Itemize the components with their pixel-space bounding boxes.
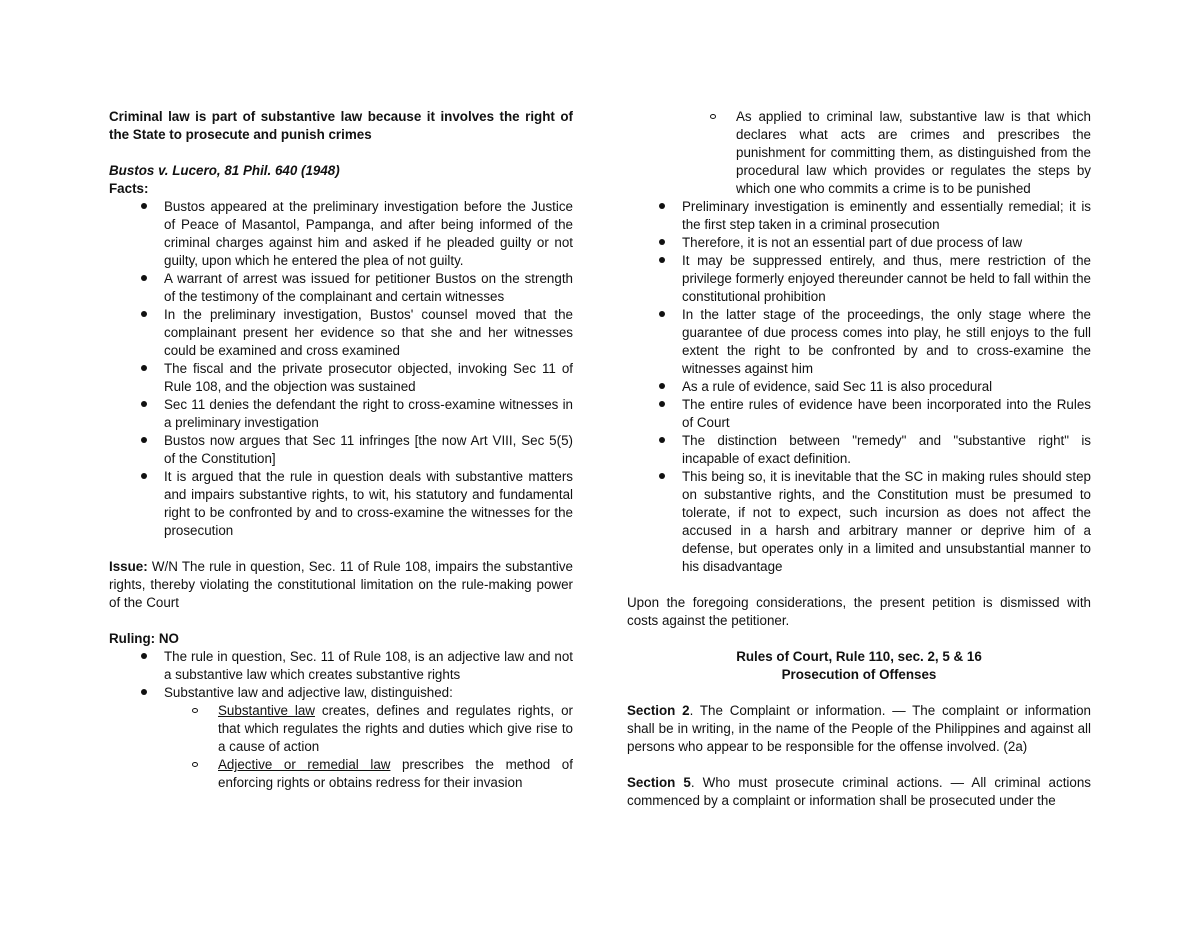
bullet-icon (659, 401, 665, 407)
bullet-icon (659, 239, 665, 245)
bullet-icon (141, 311, 147, 317)
list-item: The entire rules of evidence have been incorporated into the Rules of Court (627, 396, 1091, 432)
list-item: In the latter stage of the proceedings, the only stage where the guarantee of due process comes into play, he still enjoys to the full extent the right to be confronted by and to cross-examine the witnesses against him (627, 306, 1091, 378)
section-heading: Criminal law is part of substantive law because it involves the right of the State to prosecute and punish crimes (109, 109, 573, 142)
sublist-item: Substantive law creates, defines and regulates rights, or that which regulates the rights and duties which give rise to a cause of action (109, 702, 573, 756)
rules-subtitle: Prosecution of Offenses (781, 667, 937, 682)
bullet-icon (659, 383, 665, 389)
list-item: It is argued that the rule in question deals with substantive matters and impairs substantive rights, to wit, his statutory and fundamental right to be confronted by and to cross-examine the witnesses for the prosecution (109, 468, 573, 540)
bullet-icon (659, 311, 665, 317)
list-item: Bustos now argues that Sec 11 infringes [the now Art VIII, Sec 5(5) of the Constitution] (109, 432, 573, 468)
circle-bullet-icon (192, 762, 198, 767)
ruling-list-continued (627, 198, 1091, 576)
list-item: The fiscal and the private prosecutor objected, invoking Sec 11 of Rule 108, and the objection was sustained (109, 360, 573, 396)
case-title: Bustos v. Lucero, 81 Phil. 640 (1948) (109, 163, 340, 178)
list-item: In the preliminary investigation, Bustos' counsel moved that the complainant present her evidence so that she and her witnesses could be examined and cross examined (109, 306, 573, 360)
list-item: The distinction between "remedy" and "substantive right" is incapable of exact definition. (627, 432, 1091, 468)
list-item: Bustos appeared at the preliminary investigation before the Justice of Peace of Masantol, Pampanga, and after being informed of the criminal charges against him and asked if he pleaded guilty or not guilty, upon which he entered the plea of not guilty. (109, 198, 573, 270)
bullet-icon (141, 401, 147, 407)
section-5-paragraph (627, 774, 1091, 810)
right-column (627, 108, 1091, 810)
issue-paragraph (109, 558, 573, 612)
bullet-icon (141, 437, 147, 443)
ruling-sublist-continued (108, 108, 1091, 198)
bullet-icon (141, 203, 147, 209)
conclusion-paragraph: Upon the foregoing considerations, the present petition is dismissed with costs against the petitioner. (627, 595, 1091, 628)
list-item: Substantive law and adjective law, distinguished: (109, 684, 573, 702)
ruling-sublist (109, 702, 573, 792)
list-item: A warrant of arrest was issued for petitioner Bustos on the strength of the testimony of the complainant and certain witnesses (109, 270, 573, 306)
list-item: It may be suppressed entirely, and thus, mere restriction of the privilege formerly enjoyed thereunder cannot be held to fall within the constitutional prohibition (627, 252, 1091, 306)
ruling-label: Ruling: NO (109, 631, 179, 646)
facts-label: Facts: (109, 181, 149, 196)
bullet-icon (659, 473, 665, 479)
bullet-icon (141, 275, 147, 281)
sublist-item: Adjective or remedial law prescribes the method of enforcing rights or obtains redress for their invasion (109, 756, 573, 792)
issue-label: Issue: (109, 559, 148, 574)
section-2-text: . The Complaint or information. — The complaint or information shall be in writing, in the name of the People of the Philippines and against all persons who appear to be responsible for the offense involved. (2a) (627, 703, 1091, 754)
issue-text: W/N The rule in question, Sec. 11 of Rule 108, impairs the substantive rights, thereby violating the constitutional limitation on the rule-making power of the Court (109, 559, 573, 610)
list-item: As a rule of evidence, said Sec 11 is also procedural (627, 378, 1091, 396)
facts-list (109, 198, 573, 540)
bullet-icon (141, 473, 147, 479)
section-2-paragraph (627, 702, 1091, 756)
bullet-icon (659, 257, 665, 263)
section-2-label: Section 2 (627, 703, 690, 718)
sublist-item: As applied to criminal law, substantive law is that which declares what acts are crimes and prescribes the punishment for committing them, as distinguished from the procedural law which provides or regulates the steps by which one who commits a crime is to be punished (108, 108, 1091, 198)
ruling-list (109, 648, 573, 702)
bullet-icon (659, 203, 665, 209)
list-item: The rule in question, Sec. 11 of Rule 108, is an adjective law and not a substantive law which creates substantive rights (109, 648, 573, 684)
bullet-icon (141, 365, 147, 371)
rules-title: Rules of Court, Rule 110, sec. 2, 5 & 16 (736, 649, 982, 664)
circle-bullet-icon (710, 114, 716, 119)
list-item: Sec 11 denies the defendant the right to cross-examine witnesses in a preliminary investigation (109, 396, 573, 432)
list-item: Therefore, it is not an essential part of due process of law (627, 234, 1091, 252)
left-column (109, 108, 573, 792)
circle-bullet-icon (192, 708, 198, 713)
list-item: This being so, it is inevitable that the SC in making rules should step on substantive rights, and the Constitution must be presumed to tolerate, if not to expect, such incursion as does not affect the accused in a harsh and arbitrary manner or deprive him of a defense, but operates only in a limited and unsubstantial manner to his disadvantage (627, 468, 1091, 576)
bullet-icon (659, 437, 665, 443)
section-5-label: Section 5 (627, 775, 691, 790)
section-5-text: . Who must prosecute criminal actions. — All criminal actions commenced by a complaint or information shall be prosecuted under the (627, 775, 1091, 808)
bullet-icon (141, 653, 147, 659)
bullet-icon (141, 689, 147, 695)
list-item: Preliminary investigation is eminently and essentially remedial; it is the first step taken in a criminal prosecution (627, 198, 1091, 234)
